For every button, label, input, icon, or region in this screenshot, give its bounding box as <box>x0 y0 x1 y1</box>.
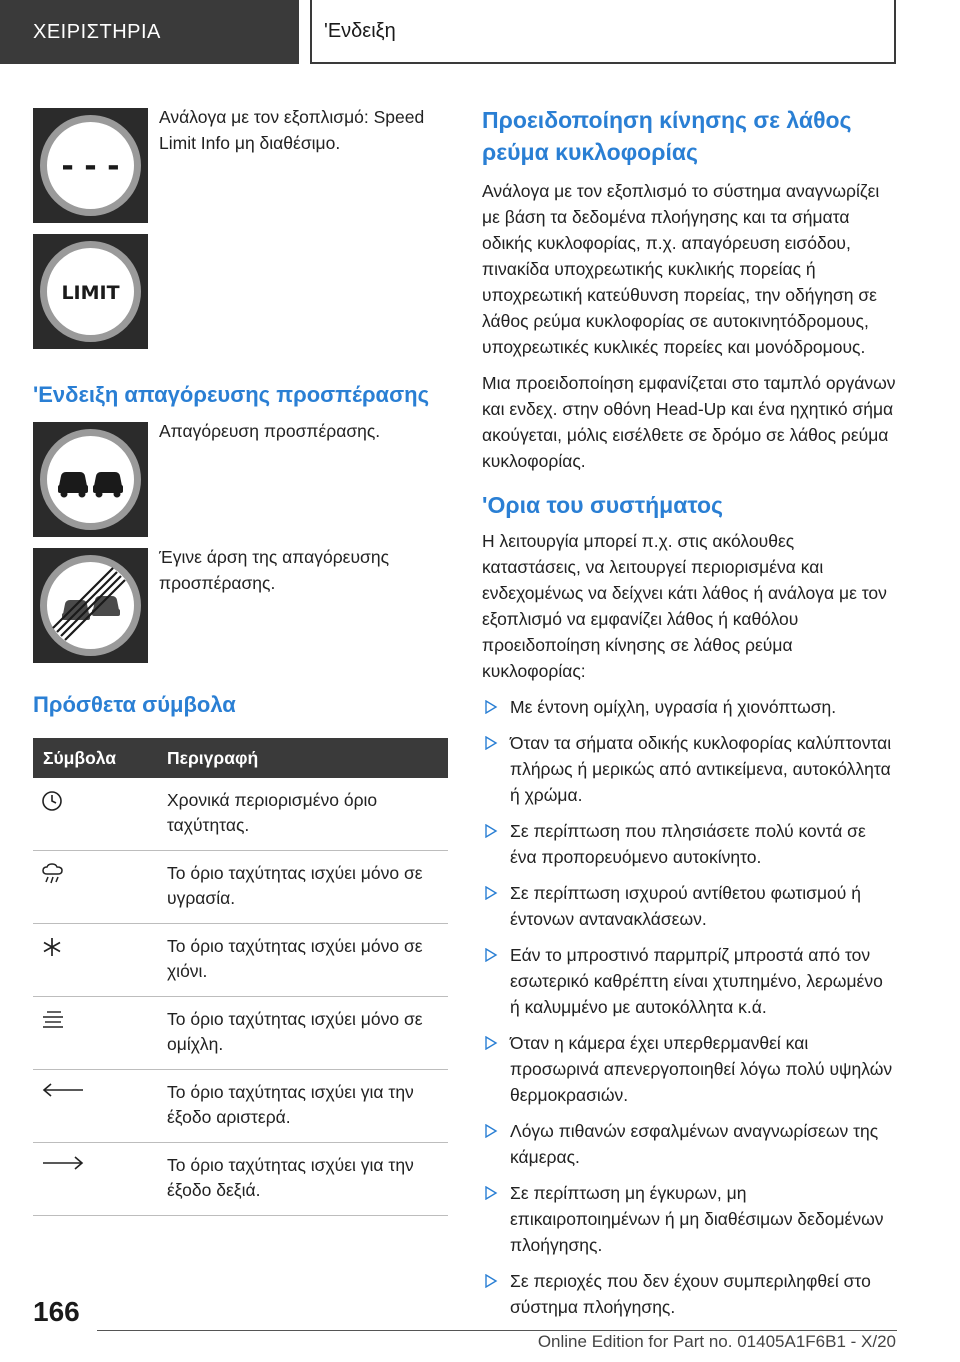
row-text: Το όριο ταχύτητας ισχύει μόνο σε χιόνι. <box>167 924 448 997</box>
row-text: Το όριο ταχύτητας ισχύει μόνο σε ομίχλη. <box>167 997 448 1070</box>
list-item <box>482 818 897 870</box>
left-column <box>33 108 448 1216</box>
list-item-text: Σε περίπτωση ισχυρού αντίθετου φωτισμού ή έντονων αντανακλάσεων. <box>510 883 861 929</box>
table-row <box>33 851 448 924</box>
list-item <box>482 1118 897 1170</box>
triangle-bullet-icon <box>484 1036 498 1050</box>
speed-limit-unavailable-text: Ανάλογα με τον εξοπλισμό: Speed Limit Info μη διαθέσιμο. <box>159 107 425 153</box>
table-row <box>33 1143 448 1216</box>
table-header-row <box>33 738 448 778</box>
paragraph-system-limits: Η λειτουργία μπορεί π.χ. στις ακόλουθες καταστάσεις, να λειτουργεί περιορισμένα και ενδεχομένως να δείχνει κάτι λάθος ή ανάλογα με τον εξοπλισμό να εμφανίζει λάθος ή καθόλου προειδοποίηση κίνησης σε λάθος ρεύμα κυκλοφορίας: <box>482 531 887 681</box>
edition-text: Online Edition for Part no. 01405A1F6B1 - X/20 <box>537 1332 896 1351</box>
sign-dashes: - - - <box>61 149 120 184</box>
heading-no-overtaking: 'Ενδειξη απαγόρευσης προσπέρασης <box>33 382 430 407</box>
sign-row-end-no-overtaking <box>33 548 448 664</box>
sign-row-speed-limit-unavailable <box>33 108 448 224</box>
row-text: Το όριο ταχύτητας ισχύει για την έξοδο αριστερά. <box>167 1070 448 1143</box>
end-no-overtaking-text: Έγινε άρση της απαγόρευσης προσπέρασης. <box>159 547 390 593</box>
table-row <box>33 1070 448 1143</box>
sign-limit-label: LIMIT <box>61 282 120 304</box>
table-row <box>33 997 448 1070</box>
end-no-overtaking-sign <box>33 548 148 663</box>
triangle-bullet-icon <box>484 886 498 900</box>
heading-additional-symbols: Πρόσθετα σύμβολα <box>33 692 236 717</box>
limits-list <box>482 694 897 1320</box>
row-text: Το όριο ταχύτητας ισχύει για την έξοδο δεξιά. <box>167 1143 448 1216</box>
triangle-bullet-icon <box>484 1124 498 1138</box>
col-header-description: Περιγραφή <box>167 738 448 778</box>
arrow-left-icon <box>41 1082 85 1098</box>
list-item-text: Σε περιοχές που δεν έχουν συμπεριληφθεί στο σύστημα πλοήγησης. <box>510 1271 871 1317</box>
page-header <box>0 0 960 66</box>
row-text: Χρονικά περιορισμένο όριο ταχύτητας. <box>167 778 448 851</box>
list-item <box>482 1030 897 1108</box>
heading-wrong-way-warning: Προειδοποίηση κίνησης σε λάθος ρεύμα κυκλοφορίας <box>482 107 852 165</box>
list-item-text: Με έντονη ομίχλη, υγρασία ή χιονόπτωση. <box>510 697 837 717</box>
list-item <box>482 942 897 1020</box>
triangle-bullet-icon <box>484 1274 498 1288</box>
arrow-right-icon <box>41 1155 85 1171</box>
page-number: 166 <box>33 1296 80 1327</box>
list-item-text: Όταν τα σήματα οδικής κυκλοφορίας καλύπτονται πλήρως ή μερικώς από αντικείμενα, αυτοκόλλητα ή χρώμα. <box>510 733 892 805</box>
list-item-text: Σε περίπτωση που πλησιάσετε πολύ κοντά σε ένα προπορευόμενο αυτοκίνητο. <box>510 821 866 867</box>
list-item <box>482 694 897 720</box>
table-row <box>33 924 448 997</box>
row-text: Το όριο ταχύτητας ισχύει μόνο σε υγρασία. <box>167 851 448 924</box>
list-item <box>482 730 897 808</box>
sign-row-no-overtaking <box>33 422 448 538</box>
fog-icon <box>41 1009 65 1029</box>
rain-icon <box>41 863 65 885</box>
speed-limit-unavailable-sign <box>33 108 148 223</box>
paragraph-wrong-way-1: Ανάλογα με τον εξοπλισμό το σύστημα αναγνωρίζει με βάση τα δεδομένα πλοήγησης και τα σήματα οδικής κυκλοφορίας, π.χ. απαγόρευση εισόδου, πινακίδα υποχρεωτικής κυκλικής πορείας ή υποχρεωτική κατεύθυνση πορείας, την οδήγηση σε λάθος ρεύμα κυκλοφορίας σε αυτοκινητόδρομους, υποχρεωτικές κυκλικές πορείες και μονόδρομους. <box>482 181 880 357</box>
chapter-title: 'Ενδειξη <box>310 0 896 64</box>
triangle-bullet-icon <box>484 700 498 714</box>
right-column <box>482 104 897 1330</box>
sign-row-limit <box>33 234 448 350</box>
paragraph-wrong-way-2: Μια προειδοποίηση εμφανίζεται στο ταμπλό οργάνων και ενδεχ. στην οθόνη Head-Up και ένα ηχητικό σήμα ακούγεται, μόλις εισέλθετε σε δρόμο σε λάθος ρεύμα κυκλοφορίας. <box>482 373 896 471</box>
heading-system-limits: 'Ορια του συστήματος <box>482 492 723 518</box>
list-item <box>482 1180 897 1258</box>
triangle-bullet-icon <box>484 948 498 962</box>
col-header-symbols: Σύμβολα <box>33 738 167 778</box>
limit-sign <box>33 234 148 349</box>
list-item-text: Λόγω πιθανών εσφαλμένων αναγνωρίσεων της κάμερας. <box>510 1121 879 1167</box>
section-title: ΧΕΙΡΙΣΤΗΡΙΑ <box>0 0 299 64</box>
clock-icon <box>41 790 63 812</box>
triangle-bullet-icon <box>484 736 498 750</box>
list-item-text: Σε περίπτωση μη έγκυρων, μη επικαιροποιημένων ή μη διαθέσιμων δεδομένων πλοήγησης. <box>510 1183 884 1255</box>
triangle-bullet-icon <box>484 824 498 838</box>
table-row <box>33 778 448 851</box>
snowflake-icon <box>41 936 63 958</box>
no-overtaking-sign <box>33 422 148 537</box>
triangle-bullet-icon <box>484 1186 498 1200</box>
symbols-table <box>33 738 448 1216</box>
list-item <box>482 1268 897 1320</box>
list-item <box>482 880 897 932</box>
no-overtaking-text: Απαγόρευση προσπέρασης. <box>159 421 381 441</box>
list-item-text: Εάν το μπροστινό παρμπρίζ μπροστά από τον εσωτερικό καθρέπτη είναι χτυπημένο, λερωμένο ή καλυμμένο με αυτοκόλλητα κ.ά. <box>510 945 883 1017</box>
list-item-text: Όταν η κάμερα έχει υπερθερμανθεί και προσωρινά απενεργοποιηθεί λόγω πολύ υψηλών θερμοκρασιών. <box>510 1033 893 1105</box>
footer-divider <box>97 1330 897 1331</box>
